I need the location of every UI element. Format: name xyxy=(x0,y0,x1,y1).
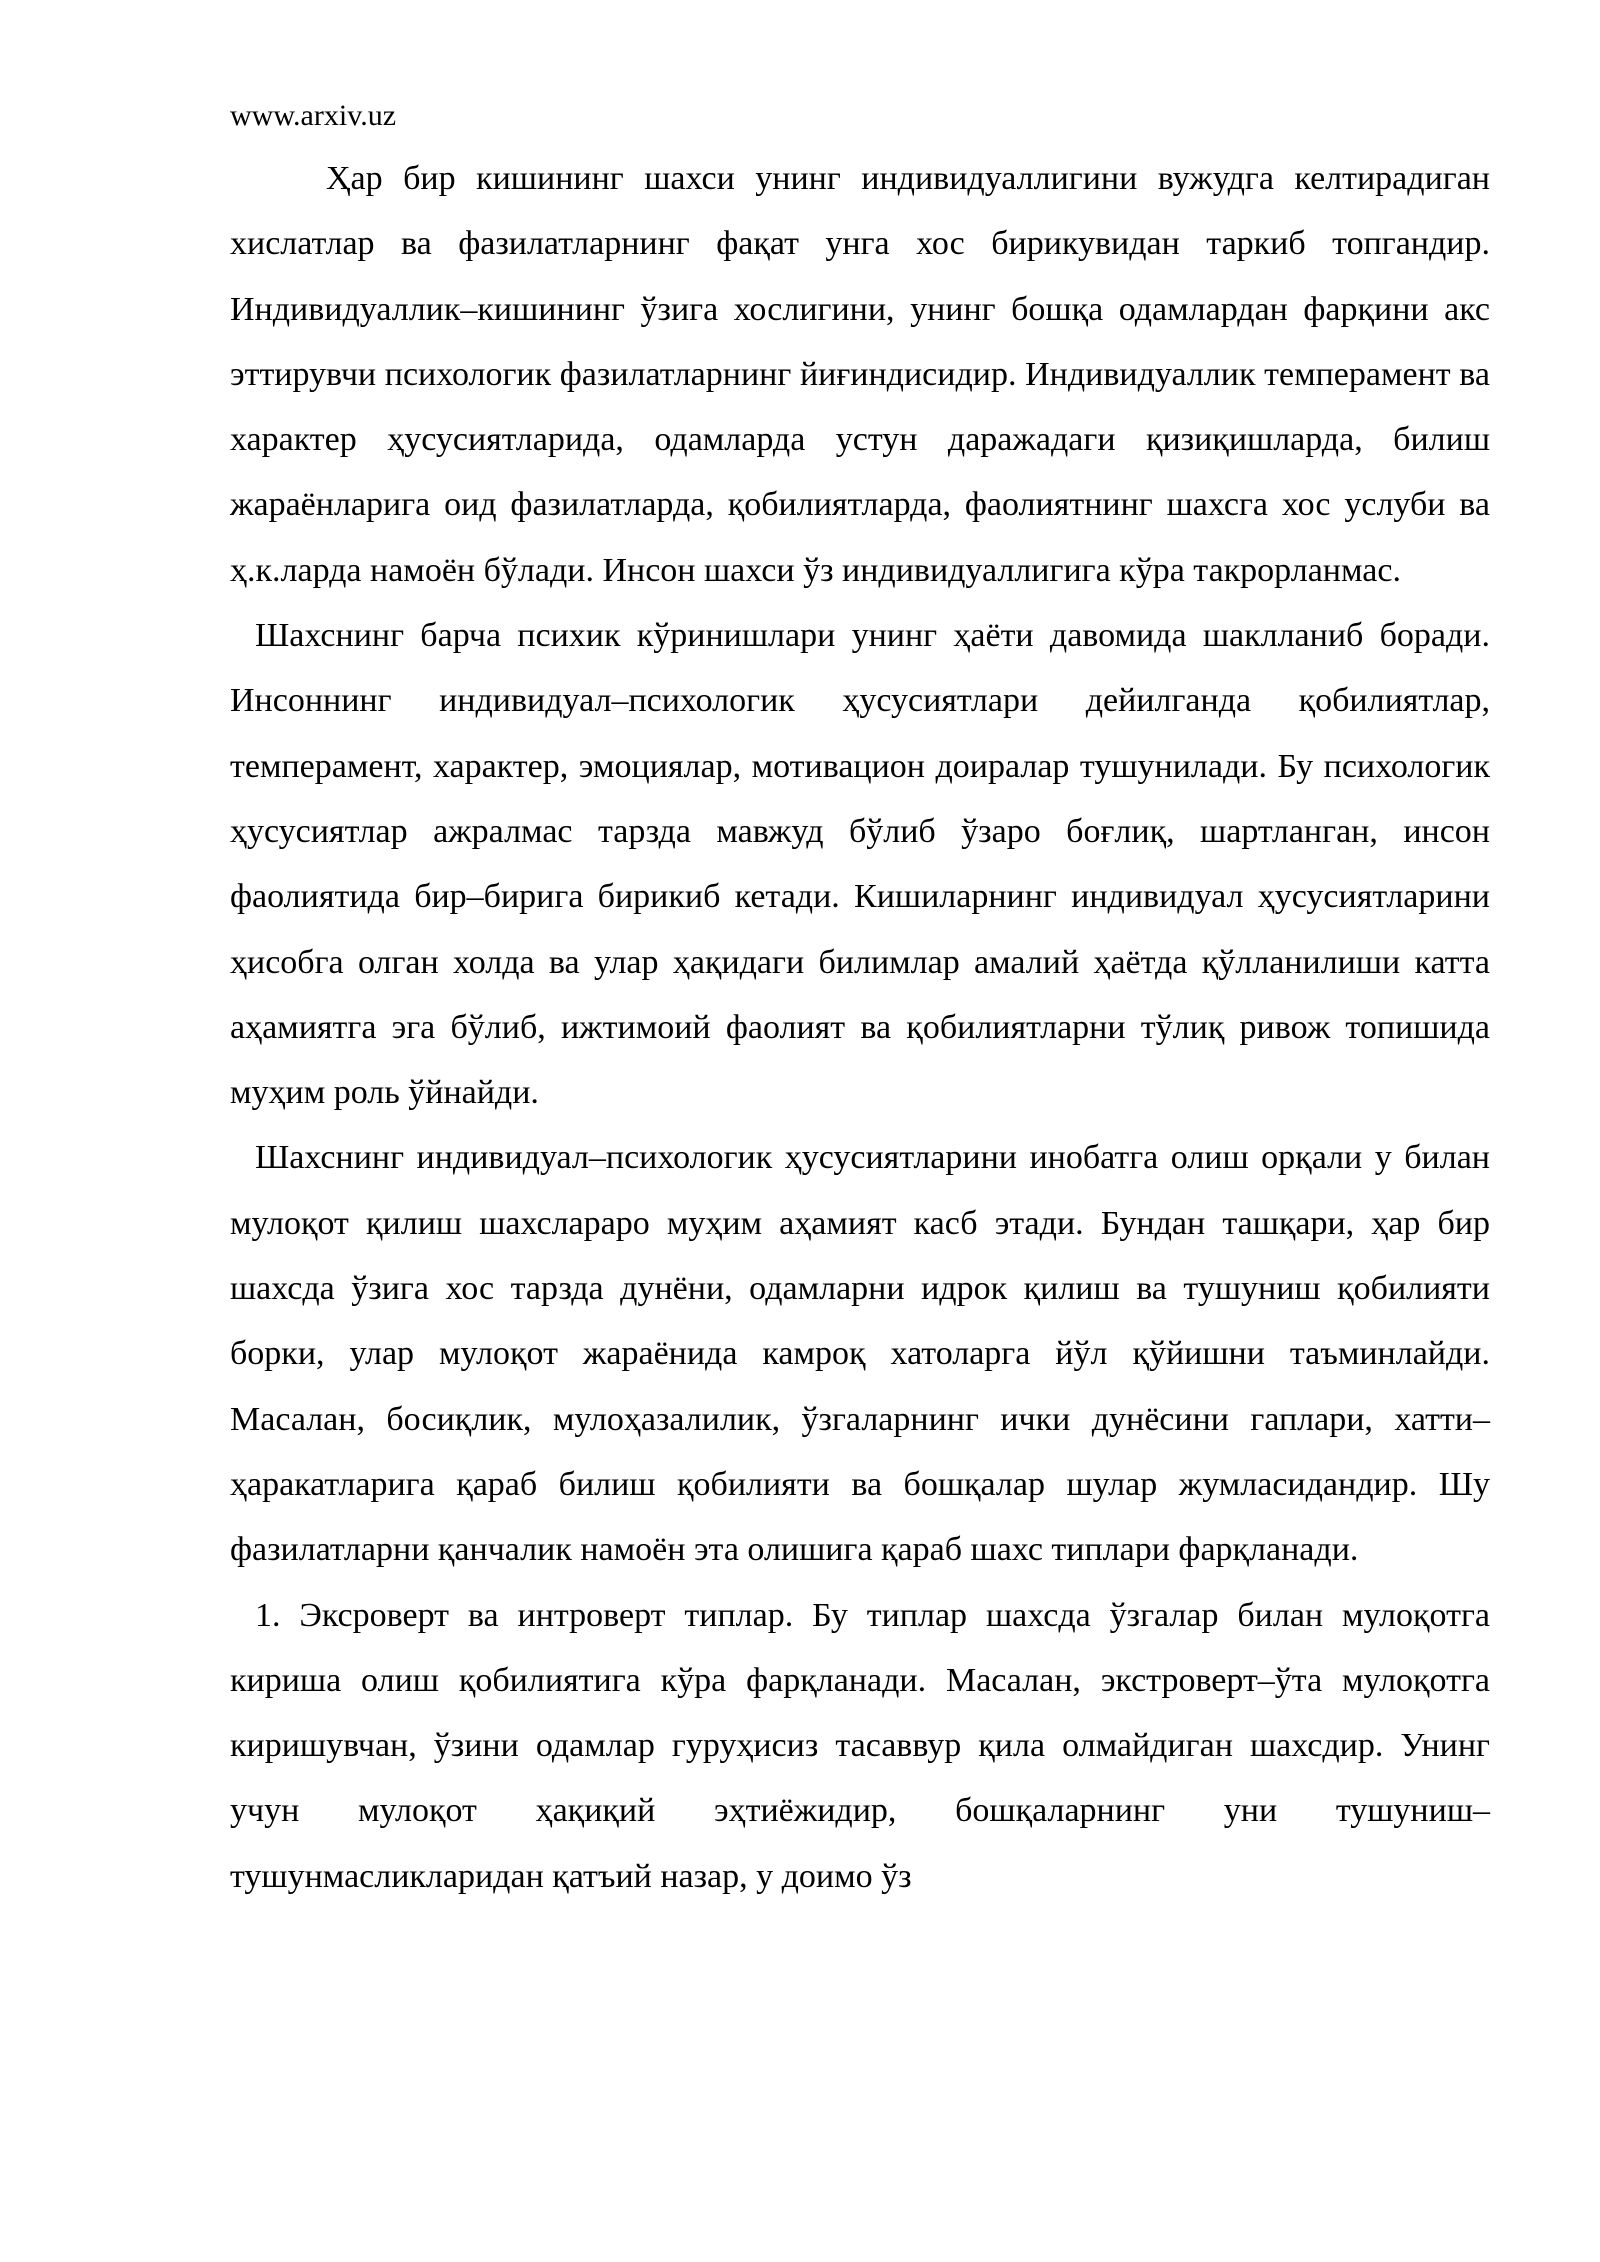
header-url: www.arxiv.uz xyxy=(230,99,397,132)
paragraph-individuality: Ҳар бир кишининг шахси унинг индивидуаллигини вужудга келтирадиган хислатлар ва фазилатларнинг фақат унга хос бирикувидан таркиб топгандир. Индивидуаллик–кишининг ўзига хослигини, унинг бошқа одамлардан фарқини акс эттирувчи психологик фазилатларнинг йиғиндисидир. Индивидуаллик темперамент ва характер ҳусусиятларида, одамларда устун даражадаги қизиқишларда, билиш жараёнларига оид фазилатларда, қобилиятларда, фаолиятнинг шахсга хос услуби ва ҳ.к.ларда намоён бўлади. Инсон шахси ўз индивидуаллигига кўра такрорланмас. xyxy=(230,160,1490,589)
paragraph-psychic-features: Шахснинг барча психик кўринишлари унинг ҳаёти давомида шаклланиб боради. Инсоннинг индивидуал–психологик ҳусусиятлари дейилганда қобилиятлар, темперамент, характер, эмоциялар, мотивацион доиралар тушунилади. Бу психологик ҳусусиятлар ажралмас тарзда мавжуд бўлиб ўзаро боғлиқ, шартланган, инсон фаолиятида бир–бирига бирикиб кетади. Кишиларнинг индивидуал ҳусусиятларини ҳисобга олган холда ва улар ҳақидаги билимлар амалий ҳаётда қўлланилиши катта аҳамиятга эга бўлиб, ижтимоий фаолият ва қобилиятларни тўлиқ ривож топишида муҳим роль ўйнайди. xyxy=(230,617,1490,1112)
paragraph-communication: Шахснинг индивидуал–психологик ҳусусиятларини инобатга олиш орқали у билан мулоқот қилиш шахслараро муҳим аҳамият касб этади. Бундан ташқари, ҳар бир шахсда ўзига хос тарзда дунёни, одамларни идрок қилиш ва тушуниш қобилияти борки, улар мулоқот жараёнида камроқ хатоларга йўл қўйишни таъминлайди. Масалан, босиқлик, мулоҳазалилик, ўзгаларнинг ички дунёсини гаплари, хатти–ҳаракатларига қараб билиш қобилияти ва бошқалар шулар жумласидандир. Шу фазилатларни қанчалик намоён эта олишига қараб шахс типлари фарқланади. xyxy=(230,1139,1490,1569)
document-body xyxy=(230,146,1490,1909)
paragraph-extrovert-introvert: 1. Эксроверт ва интроверт типлар. Бу типлар шахсда ўзгалар билан мулоқотга кириша олиш қобилиятига кўра фарқланади. Масалан, экстроверт–ўта мулоқотга киришувчан, ўзини одамлар гуруҳисиз тасаввур қила олмайдиган шахсдир. Унинг учун мулоқот ҳақиқий эҳтиёжидир, бошқаларнинг уни тушуниш–тушунмасликларидан қатъий назар, у доимо ўз xyxy=(230,1596,1490,1895)
